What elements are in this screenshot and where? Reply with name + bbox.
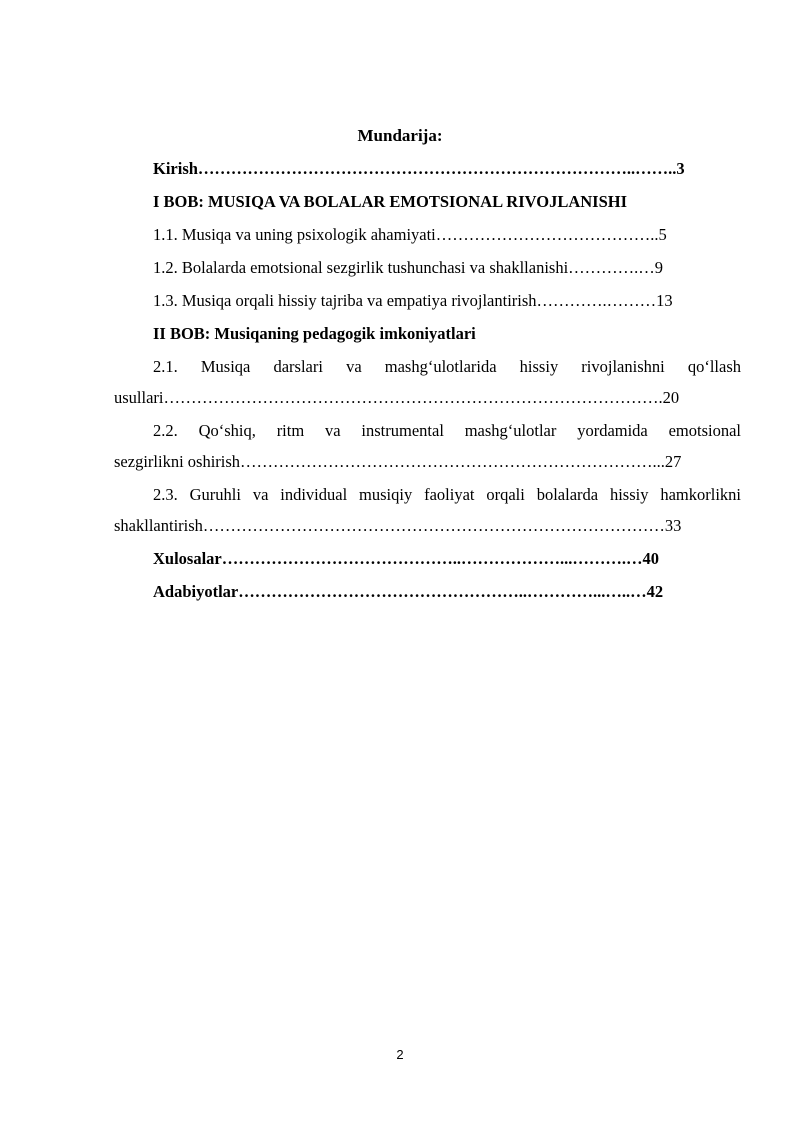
toc-entry-references: Adabiyotlar……………………………………………..…………...…..…42 xyxy=(153,582,664,601)
toc-entry-2-1-line2: usullari……………………………………………………………………………….20 xyxy=(114,388,680,407)
toc-chapter-1-title: I BOB: MUSIQA VA BOLALAR EMOTSIONAL RIVOJLANISHI xyxy=(153,192,628,211)
toc-entry-2-2-line1: 2.2. Qo‘shiq, ritm va instrumental mashg‘ulotlar yordamida emotsional xyxy=(153,421,741,440)
toc-entry-intro: Kirish……………………………………………………………………..……..3 xyxy=(153,159,685,178)
page-number: 2 xyxy=(396,1047,404,1062)
toc-entry-2-1-line1: 2.1. Musiqa darslari va mashg‘ulotlarida hissiy rivojlanishni qo‘llash xyxy=(153,357,741,376)
toc-entry-2-2-line2: sezgirlikni oshirish…………………………………………………………………...27 xyxy=(114,452,682,471)
toc-entry-1-3: 1.3. Musiqa orqali hissiy tajriba va empatiya rivojlantirish………….………13 xyxy=(153,291,673,310)
toc-entry-2-3-line1: 2.3. Guruhli va individual musiqiy faoliyat orqali bolalarda hissiy hamkorlikni xyxy=(153,485,741,504)
toc-entry-2-3-line2: shakllantirish…………………………………………………………………………33 xyxy=(114,516,682,535)
toc-chapter-2-title: II BOB: Musiqaning pedagogik imkoniyatlari xyxy=(153,324,476,343)
toc-title: Mundarija: xyxy=(357,126,443,145)
toc-entry-conclusions: Xulosalar……………………………………..………………...……….…40 xyxy=(153,549,660,568)
toc-entry-1-1: 1.1. Musiqa va uning psixologik ahamiyati…………………………………..5 xyxy=(153,225,667,244)
toc-entry-1-2: 1.2. Bolalarda emotsional sezgirlik tushunchasi va shakllanishi………….…9 xyxy=(153,258,664,277)
